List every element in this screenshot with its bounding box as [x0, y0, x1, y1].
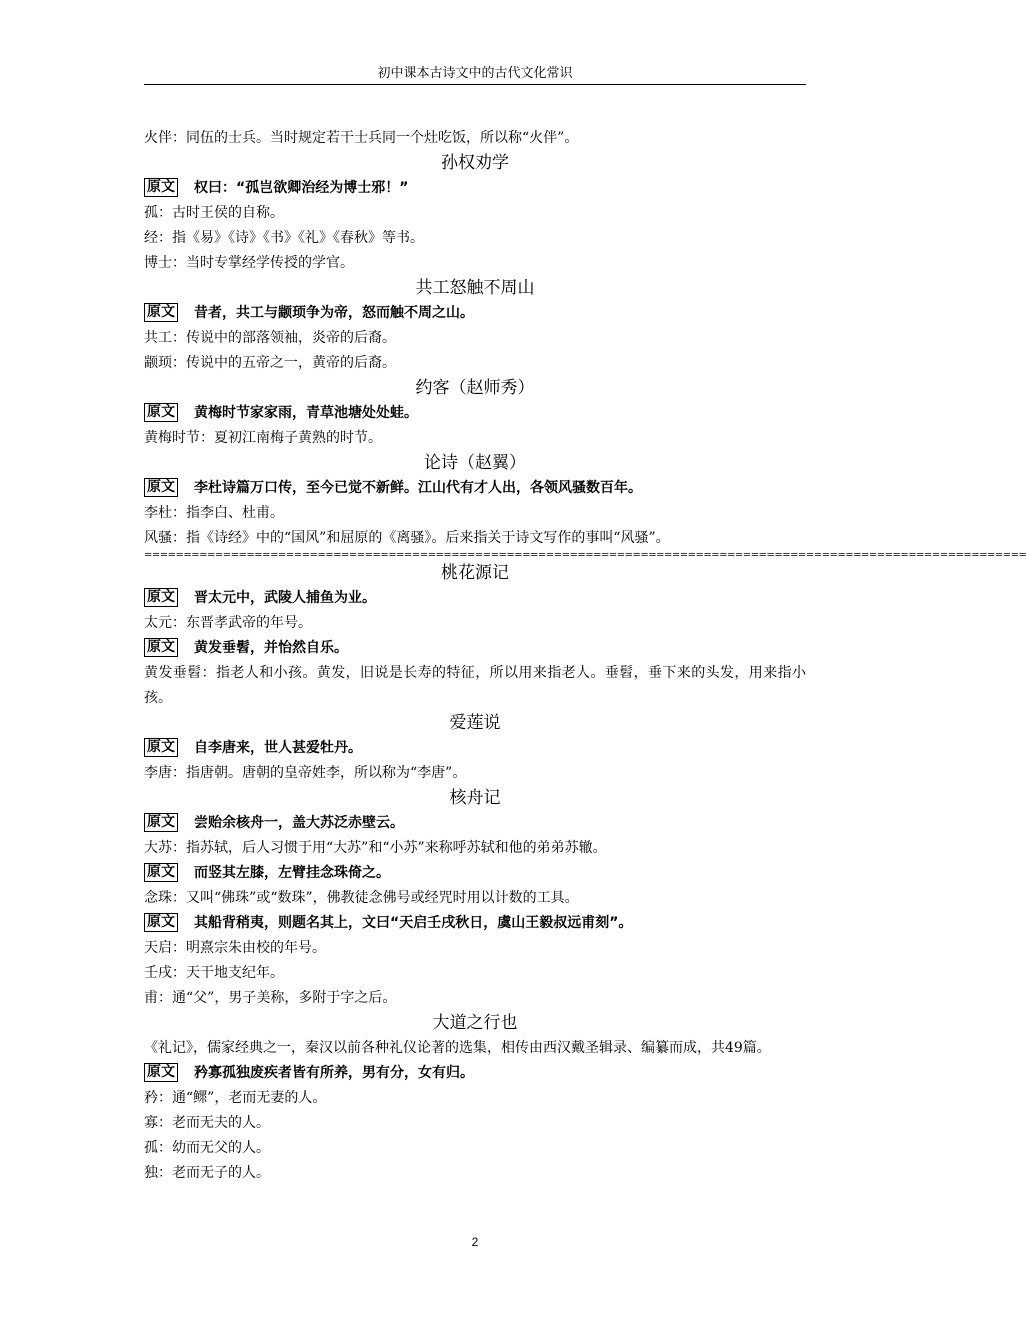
section-title: 论诗（赵翼）: [424, 453, 526, 473]
original-text: 自李唐来，世人甚爱牡丹。: [194, 740, 362, 756]
section-title: 核舟记: [449, 788, 501, 808]
original-text-line: [144, 811, 806, 836]
original-text: 尝贻余核舟一，盖大苏泛赤壁云。: [194, 815, 404, 831]
annotation-line: 矜：通“鳏”，老而无妻的人。: [144, 1090, 327, 1106]
original-text: 黄发垂髫，并怡然自乐。: [194, 640, 348, 656]
document-body: [144, 126, 1026, 1186]
page-header: 初中课本古诗文中的古代文化常识: [144, 66, 806, 85]
original-text-line: [144, 586, 806, 611]
section-title: 约客（赵师秀）: [415, 378, 535, 398]
annotation-line: 天启：明熹宗朱由校的年号。: [144, 940, 326, 956]
annotation-paragraph: 《礼记》，儒家经典之一，秦汉以前各种礼仪论著的选集，相传由西汉戴圣辑录、编纂而成，共49篇。: [144, 1040, 771, 1056]
annotation-line: 李唐：指唐朝。唐朝的皇帝姓李，所以称为“李唐”。: [144, 765, 467, 781]
page-number: 2: [471, 1235, 479, 1249]
original-tag: 原文: [144, 403, 178, 422]
original-tag: 原文: [144, 738, 178, 757]
original-text: 矜寡孤独废疾者皆有所养，男有分，女有归。: [194, 1065, 474, 1081]
annotation-line: 独：老而无子的人。: [144, 1165, 270, 1181]
annotation-line: 孤：古时王侯的自称。: [144, 205, 284, 221]
annotation-line: 大苏：指苏轼，后人习惯于用“大苏”和“小苏”来称呼苏轼和他的弟弟苏辙。: [144, 840, 607, 856]
section-title: 桃花源记: [441, 563, 509, 583]
original-text-line: [144, 636, 806, 661]
annotation-line: 寡：老而无夫的人。: [144, 1115, 270, 1131]
original-text: 而竖其左膝，左臂挂念珠倚之。: [194, 865, 390, 881]
annotation-line: 经：指《易》《诗》《书》《礼》《春秋》等书。: [144, 230, 424, 246]
original-tag: 原文: [144, 588, 178, 607]
original-text-line: [144, 1061, 806, 1086]
annotation-line: 颛顼：传说中的五帝之一，黄帝的后裔。: [144, 355, 396, 371]
annotation-line: 火伴：同伍的士兵。当时规定若干士兵同一个灶吃饭，所以称“火伴”。: [144, 130, 579, 146]
original-tag: 原文: [144, 478, 178, 497]
original-text: 黄梅时节家家雨，青草池塘处处蛙。: [194, 405, 418, 421]
original-text-line: [144, 911, 806, 936]
original-text: 李杜诗篇万口传，至今已觉不新鲜。江山代有才人出，各领风骚数百年。: [194, 480, 642, 496]
annotation-line: 壬戌：天干地支纪年。: [144, 965, 284, 981]
original-tag: 原文: [144, 303, 178, 322]
original-text-line: [144, 861, 806, 886]
original-text-line: [144, 736, 806, 761]
annotation-line: 黄梅时节：夏初江南梅子黄熟的时节。: [144, 430, 382, 446]
original-tag: 原文: [144, 178, 178, 197]
annotation-line: 风骚：指《诗经》中的“国风”和屈原的《离骚》。后来指关于诗文写作的事叫“风骚”。: [144, 530, 670, 546]
annotation-line: 博士：当时专掌经学传授的学官。: [144, 255, 354, 271]
section-title: 孙权劝学: [441, 153, 509, 173]
original-tag: 原文: [144, 813, 178, 832]
original-text-line: [144, 476, 806, 501]
original-tag: 原文: [144, 1063, 178, 1082]
section-title: 共工怒触不周山: [415, 278, 535, 298]
original-text-line: [144, 401, 806, 426]
annotation-line: 孤：幼而无父的人。: [144, 1140, 270, 1156]
section-title: 爱莲说: [449, 713, 501, 733]
section-title: 大道之行也: [432, 1013, 518, 1033]
original-text: 昔者，共工与颛顼争为帝，怒而触不周之山。: [194, 305, 474, 321]
annotation-paragraph: 黄发垂髫：指老人和小孩。黄发，旧说是长寿的特征，所以用来指老人。垂髫，垂下来的头发，用来指小孩。: [144, 665, 806, 706]
section-separator: ================================================================================================================: [144, 550, 1026, 561]
original-tag: 原文: [144, 863, 178, 882]
annotation-line: 甫：通“父”，男子美称，多附于字之后。: [144, 990, 397, 1006]
original-text-line: [144, 176, 806, 201]
annotation-line: 共工：传说中的部落领袖，炎帝的后裔。: [144, 330, 396, 346]
annotation-line: 李杜：指李白、杜甫。: [144, 505, 284, 521]
original-text: 其船背稍夷，则题名其上，文曰“天启壬戌秋日，虞山王毅叔远甫刻”。: [194, 915, 633, 931]
original-text: 权曰：“孤岂欲卿治经为博士邪！”: [194, 180, 409, 196]
original-tag: 原文: [144, 913, 178, 932]
original-tag: 原文: [144, 638, 178, 657]
original-text: 晋太元中，武陵人捕鱼为业。: [194, 590, 376, 606]
annotation-line: 念珠：又叫“佛珠”或“数珠”，佛教徒念佛号或经咒时用以计数的工具。: [144, 890, 579, 906]
annotation-line: 太元：东晋孝武帝的年号。: [144, 615, 312, 631]
original-text-line: [144, 301, 806, 326]
